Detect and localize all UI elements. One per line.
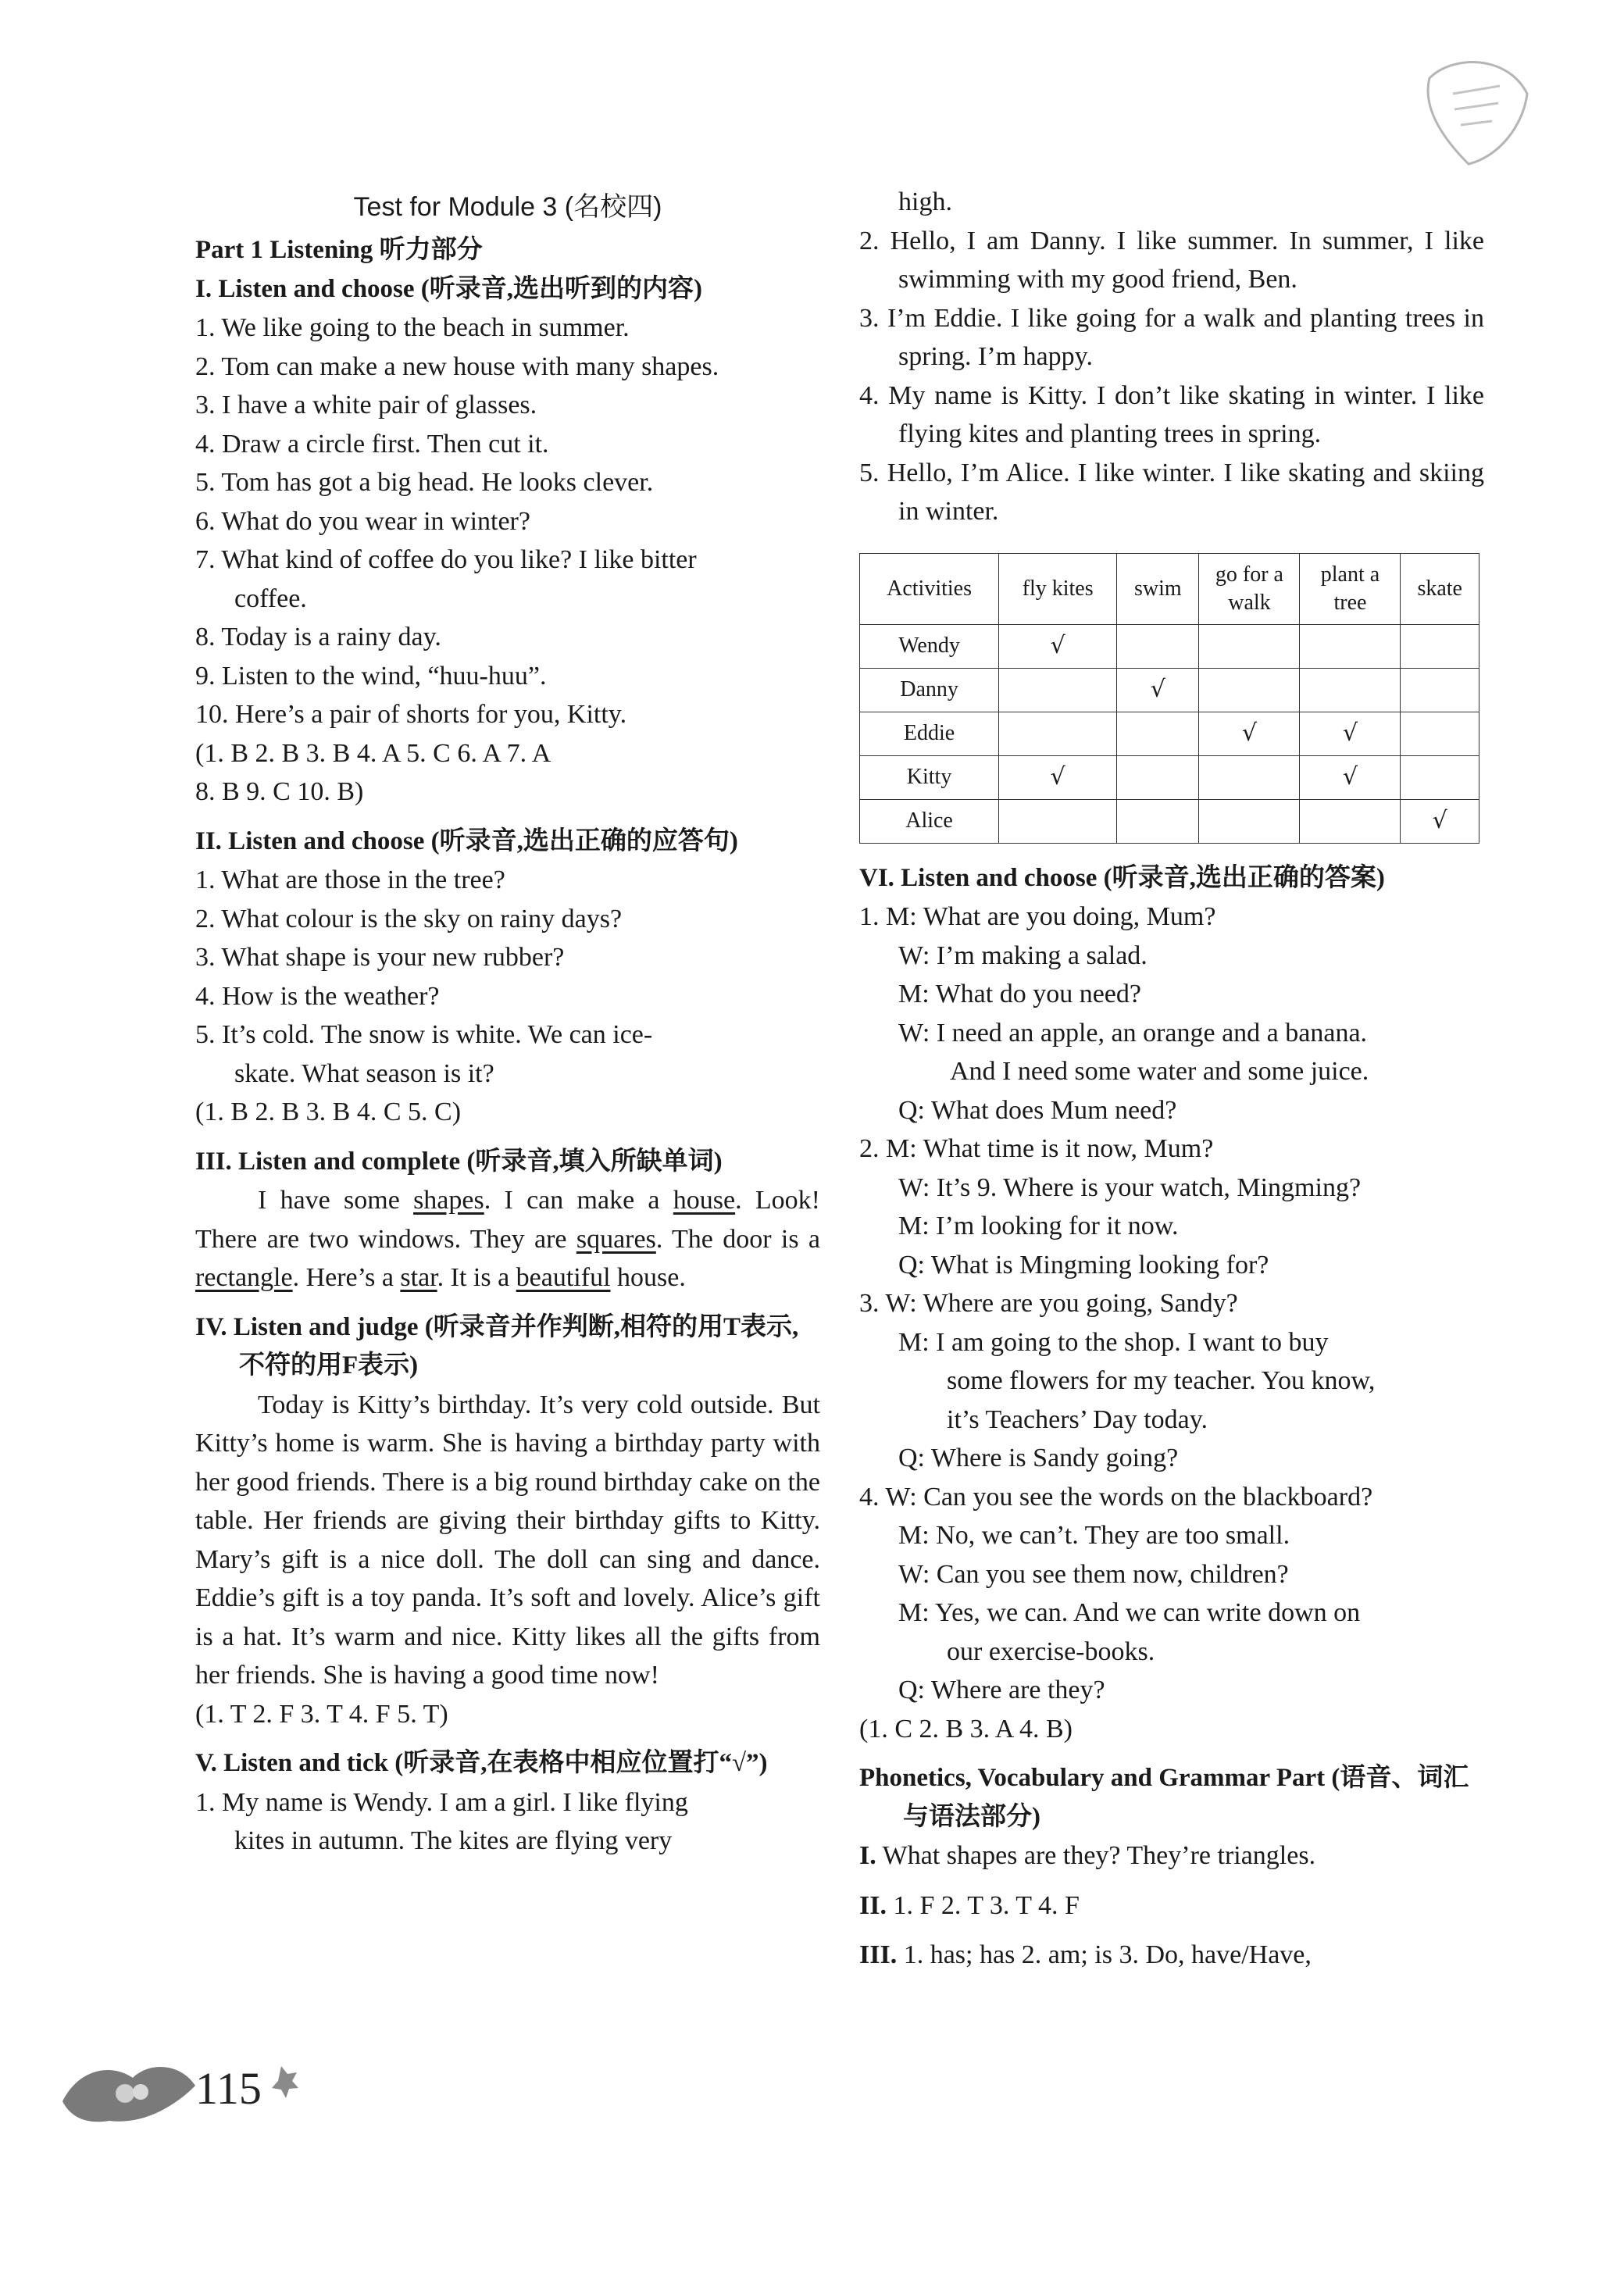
answer-line: III. 1. has; has 2. am; is 3. Do, have/Have,: [859, 1940, 1312, 1969]
table-cell: √: [1117, 668, 1199, 712]
answer-line: (1. B 2. B 3. B 4. A 5. C 6. A 7. A: [195, 738, 551, 768]
table-cell: [999, 668, 1117, 712]
table-header-row: [860, 553, 1479, 624]
list-item: 4. How is the weather?: [195, 981, 440, 1011]
dialogue-line: 1. M: What are you doing, Mum?: [859, 902, 1216, 931]
table-header: plant a tree: [1300, 553, 1401, 624]
list-item: 3. I’m Eddie. I like going for a walk and planting trees in spring. I’m happy.: [859, 303, 1484, 371]
right-column: [859, 187, 1484, 1975]
table-cell-name: Alice: [860, 799, 999, 843]
table-cell: [999, 712, 1117, 755]
table-row: [860, 799, 1479, 843]
list-item: 3. I have a white pair of glasses.: [195, 391, 537, 419]
part1-heading: Part 1 Listening 听力部分: [195, 236, 483, 264]
table-cell: [1199, 799, 1300, 843]
dialogue-line: M: What do you need?: [898, 980, 1141, 1008]
list-item-continuation: skate. What season is it?: [234, 1058, 494, 1088]
table-row: [860, 668, 1479, 712]
blank-answer: house: [673, 1186, 736, 1215]
table-cell: [1117, 624, 1199, 668]
table-header: fly kites: [999, 553, 1117, 624]
page-title: Test for Module 3 (名校四): [353, 192, 662, 222]
table-cell: [1300, 799, 1401, 843]
stamp-logo-icon: [1406, 47, 1539, 172]
table-cell: [1199, 624, 1300, 668]
answer-line: II. 1. F 2. T 3. T 4. F: [859, 1890, 1080, 1920]
dialogue-line: M: No, we can’t. They are too small.: [898, 1521, 1290, 1550]
list-item: 9. Listen to the wind, “huu-huu”.: [195, 661, 547, 691]
table-cell: √: [1199, 712, 1300, 755]
table-header: swim: [1117, 553, 1199, 624]
table-header: go for a walk: [1199, 553, 1300, 624]
table-cell: [1401, 668, 1479, 712]
tick-table: [859, 553, 1479, 844]
list-item: 5. Hello, I’m Alice. I like winter. I like skating and skiing in winter.: [859, 458, 1484, 526]
list-item: 8. Today is a rainy day.: [195, 623, 441, 651]
holly-decoration-icon: [47, 2031, 328, 2140]
table-cell: [1199, 668, 1300, 712]
blank-answer: shapes: [413, 1186, 484, 1215]
table-row: [860, 755, 1479, 799]
blank-answer: rectangle: [195, 1263, 293, 1292]
answer-line: (1. T 2. F 3. T 4. F 5. T): [195, 1699, 448, 1729]
dialogue-line: 3. W: Where are you going, Sandy?: [859, 1289, 1238, 1318]
blank-answer: beautiful: [516, 1263, 611, 1292]
section6-heading: VI. Listen and choose (听录音,选出正确的答案): [859, 863, 1385, 892]
table-cell: [1300, 668, 1401, 712]
reading-passage: Today is Kitty’s birthday. It’s very cold outside. But Kitty’s home is warm. She is having a birthday party with her good friends. There is a big round birthday cake on the table. Her friends are giving their birthday gifts to Kitty. Mary’s gift is a nice doll. The doll can sing and dance. Eddie’s gift is a toy panda. It’s soft and lovely. Alice’s gift is a hat. It’s warm and nice. Kitty likes all the gifts from her friends. She is having a good time now!: [195, 1390, 820, 1690]
list-item: 1. What are those in the tree?: [195, 866, 505, 894]
table-cell: [1300, 624, 1401, 668]
list-item-continuation: high.: [898, 187, 952, 216]
table-cell: [1199, 755, 1300, 799]
section3-heading: III. Listen and complete (听录音,填入所缺单词): [195, 1147, 723, 1176]
dialogue-line: 2. M: What time is it now, Mum?: [859, 1134, 1214, 1163]
table-cell-name: Eddie: [860, 712, 999, 755]
table-cell: √: [999, 755, 1117, 799]
fill-in-passage: I have some shapes. I can make a house. Look! There are two windows. They are squares. The door is a rectangle. Here’s a star. It is a beautiful house.: [195, 1186, 820, 1292]
table-row: [860, 712, 1479, 755]
list-item: 1. We like going to the beach in summer.: [195, 313, 630, 342]
list-item-continuation: kites in autumn. The kites are flying very: [234, 1826, 673, 1855]
list-item: 6. What do you wear in winter?: [195, 506, 530, 536]
table-cell: [1117, 712, 1199, 755]
dialogue-line: M: I am going to the shop. I want to buy: [898, 1327, 1329, 1357]
list-item: 2. Hello, I am Danny. I like summer. In summer, I like swimming with my good friend, Ben.: [859, 226, 1484, 294]
table-cell-name: Danny: [860, 668, 999, 712]
section4-heading: IV. Listen and judge (听录音并作判断,相符的用T表示,不符的用F表示): [195, 1312, 799, 1379]
dialogue-line: it’s Teachers’ Day today.: [947, 1404, 1208, 1434]
dialogue-line: W: It’s 9. Where is your watch, Mingming?: [898, 1172, 1362, 1202]
table-cell: [1401, 712, 1479, 755]
list-item: 2. What colour is the sky on rainy days?: [195, 904, 623, 933]
list-item: 1. My name is Wendy. I am a girl. I like flying: [195, 1787, 688, 1817]
table-cell: [1401, 755, 1479, 799]
table-cell-name: Wendy: [860, 624, 999, 668]
answer-line: (1. C 2. B 3. A 4. B): [859, 1714, 1073, 1744]
dialogue-line: 4. W: Can you see the words on the blackboard?: [859, 1482, 1373, 1512]
dialogue-line: W: I need an apple, an orange and a banana.: [898, 1018, 1368, 1048]
table-cell: √: [1300, 755, 1401, 799]
answer-line: I. What shapes are they? They’re triangles.: [859, 1841, 1316, 1870]
dialogue-line: W: Can you see them now, children?: [898, 1559, 1289, 1589]
answer-line: 8. B 9. C 10. B): [195, 777, 364, 806]
table-cell: [1117, 755, 1199, 799]
table-cell: √: [999, 624, 1117, 668]
left-column: [195, 187, 820, 1861]
list-item: 3. What shape is your new rubber?: [195, 943, 565, 972]
section5-heading: V. Listen and tick (听录音,在表格中相应位置打“√”): [195, 1749, 768, 1777]
list-item: 5. It’s cold. The snow is white. We can ice-: [195, 1020, 653, 1049]
page-number: 115: [195, 2063, 262, 2114]
dialogue-line: Q: What does Mum need?: [898, 1095, 1177, 1125]
table-cell: [1401, 624, 1479, 668]
part2-heading: Phonetics, Vocabulary and Grammar Part (语音、词汇与语法部分): [859, 1764, 1469, 1831]
section1-heading: I. Listen and choose (听录音,选出听到的内容): [195, 274, 703, 303]
dialogue-line: some flowers for my teacher. You know,: [947, 1366, 1376, 1395]
table-header: skate: [1401, 553, 1479, 624]
blank-answer: squares: [576, 1224, 656, 1254]
list-item-continuation: coffee.: [234, 584, 307, 613]
dialogue-line: our exercise-books.: [947, 1636, 1155, 1666]
section2-heading: II. Listen and choose (听录音,选出正确的应答句): [195, 826, 738, 855]
list-item: 4. My name is Kitty. I don’t like skating in winter. I like flying kites and planting trees in spring.: [859, 380, 1484, 448]
list-item: 2. Tom can make a new house with many shapes.: [195, 352, 719, 381]
dialogue-line: Q: What is Mingming looking for?: [898, 1250, 1269, 1280]
answer-line: (1. B 2. B 3. B 4. C 5. C): [195, 1098, 462, 1126]
list-item: 10. Here’s a pair of shorts for you, Kitty.: [195, 700, 627, 729]
table-header: Activities: [860, 553, 999, 624]
list-item: 5. Tom has got a big head. He looks clever.: [195, 468, 654, 497]
dialogue-line: M: I’m looking for it now.: [898, 1212, 1179, 1240]
list-item: 7. What kind of coffee do you like? I like bitter: [195, 545, 697, 574]
dialogue-line: And I need some water and some juice.: [950, 1057, 1369, 1086]
blank-answer: star: [400, 1263, 437, 1292]
dialogue-line: W: I’m making a salad.: [898, 940, 1148, 970]
dialogue-line: M: Yes, we can. And we can write down on: [898, 1598, 1361, 1627]
table-cell: [1117, 799, 1199, 843]
dialogue-line: Q: Where is Sandy going?: [898, 1444, 1179, 1472]
table-row: [860, 624, 1479, 668]
table-cell: √: [1300, 712, 1401, 755]
table-cell-name: Kitty: [860, 755, 999, 799]
dialogue-line: Q: Where are they?: [898, 1676, 1105, 1704]
table-cell: √: [1401, 799, 1479, 843]
table-cell: [999, 799, 1117, 843]
list-item: 4. Draw a circle first. Then cut it.: [195, 429, 549, 459]
